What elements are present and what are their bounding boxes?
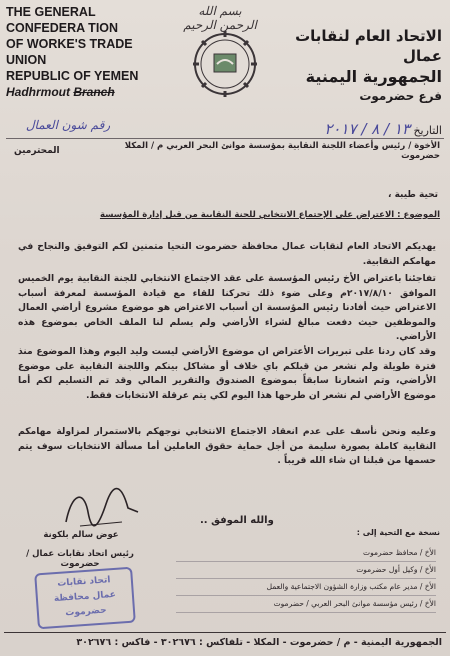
addressee-line: الأخوة / رئيس وأعضاء اللجنة النقابية بمؤسسة موانئ البحر العربي م / المكلا حضرموت [124, 141, 440, 161]
paragraph-1: يهديكم الاتحاد العام لنقابات عمال محافظة حضرموت التحيا متمنين لكم التوفيق والنجاح في مهامكم النقابية. [18, 241, 436, 267]
letterhead-en-line-3: REPUBLIC OF YEMEN [6, 69, 139, 83]
greeting: تحية طيبة ، [388, 190, 438, 200]
union-emblem-icon [193, 26, 257, 100]
reference-number [8, 118, 128, 132]
arabic-letterhead [252, 26, 442, 104]
paragraph-2: تفاجئنا باعتراض الأخ رئيس المؤسسة على عقد الاجتماع الانتخابي للجنة النقابية يوم الخميس الموافق ٢٠١٧/٨/١٠م وعلى ضوء ذلك تحركنا للقاء مع قيادة المؤسسة لمعرفة أسباب الاعتراض حيث أفادنا رئيس المؤسسة ان أسباب الاعتراض هو موضوع مشروع أراضي العمال والموظفين حيث دفعت مبالغ لشراء الأراضي ولم يسلم لنا الملف الخاص بموضوع هذه الأراضي. [18, 273, 436, 342]
stamp-line-2: عمال محافظة [53, 589, 117, 605]
ref-number-label: رقم [90, 118, 111, 132]
signatory-name: عوض سالم بلكونة [43, 530, 119, 540]
branch-city: Hadhrmout [6, 85, 70, 99]
stamp-line-3: حضرموت [65, 605, 107, 619]
letter-date [222, 120, 442, 138]
handwritten-signature [62, 482, 142, 532]
cc-item: الأخ / وكيل أول حضرموت [176, 562, 436, 579]
paragraph-3: وقد كان ردنا على تبريرات الأعتراض ان موضوع الأراضي ليست وليد اليوم وهذا الموضوع منذ فترة طويلة ولم نشعر من قبلكم باي خلاف أو مشاكل بينكم واللجنة النقابية على موضوع الأراضي، وتم اشعارنا سابقاً بموضوع الصندوق والتقرير المالي وقد تم التسليم لكم أما موضوع الأراضي لم نشعر ان طرحها هذا اليوم لكي يتم عرقلة الانتخابات فقط. [18, 346, 436, 401]
cc-list [176, 545, 436, 613]
letterhead-ar-line-1: الاتحاد العام لنقابات عمال [295, 27, 442, 65]
respected-label: المحترمين [14, 146, 60, 156]
paragraph-4: وعليه ونحن نأسف على عدم انعقاد الاجتماع الانتخابي نوجهكم بالاستمرار لمزاولة مهامكم النقابية كاملة بصورة سليمة من أجل حماية حقوق العاملين أما مسألة الانتخابات سوف يتم حسمها من قبلنا ان شاء الله قريباً . [18, 426, 436, 466]
cc-title: نسخة مع التحية إلى : [356, 528, 440, 537]
subject-line: الموضوع : الاعتراض على الإجتماع الانتخابي للجنة النقابية من قبل إدارة المؤسسة [99, 210, 440, 220]
english-letterhead [6, 4, 176, 100]
cc-item: الأخ / رئيس مؤسسة موانئ البحر العربي / حضرموت [176, 596, 436, 613]
header-divider [6, 138, 444, 139]
official-stamp [34, 567, 136, 630]
letterhead-ar-line-3: فرع حضرموت [359, 89, 442, 103]
letterhead-en-branch [6, 84, 176, 100]
signatory-title: رئيس اتحاد نقابات عمال / حضرموت [26, 549, 134, 569]
cc-item: الأخ / مدير عام مكتب وزارة الشؤون الاجتماعية والعمل [176, 579, 436, 596]
date-value: ١٣ / ٨ / ٢٠١٧ [324, 120, 410, 138]
closing-phrase: والله الموفق .. [200, 515, 274, 526]
date-label: التاريخ [413, 124, 442, 137]
basmala: بسم الله الرحمن الرحيم [183, 4, 257, 32]
branch-word: Branch [73, 85, 115, 99]
letterhead-en-line-2: OF WORKE'S TRADE UNION [6, 37, 133, 67]
stamp-line-1: اتحاد نقابات [57, 575, 111, 589]
footer-contact: الجمهورية اليمنية - م / حضرموت - المكلا - تلفاكس : ٣٠٢٦٧٦ - فاكس : ٣٠٢٦٧٦ [4, 632, 446, 652]
letterhead-ar-line-2: الجمهورية اليمنية [305, 67, 442, 86]
cc-item: الأخ / محافظ حضرموت [176, 545, 436, 562]
ref-number-value: شون العمال [25, 118, 87, 132]
letterhead-en-line-1: THE GENERAL CONFEDERA TION [6, 5, 119, 35]
